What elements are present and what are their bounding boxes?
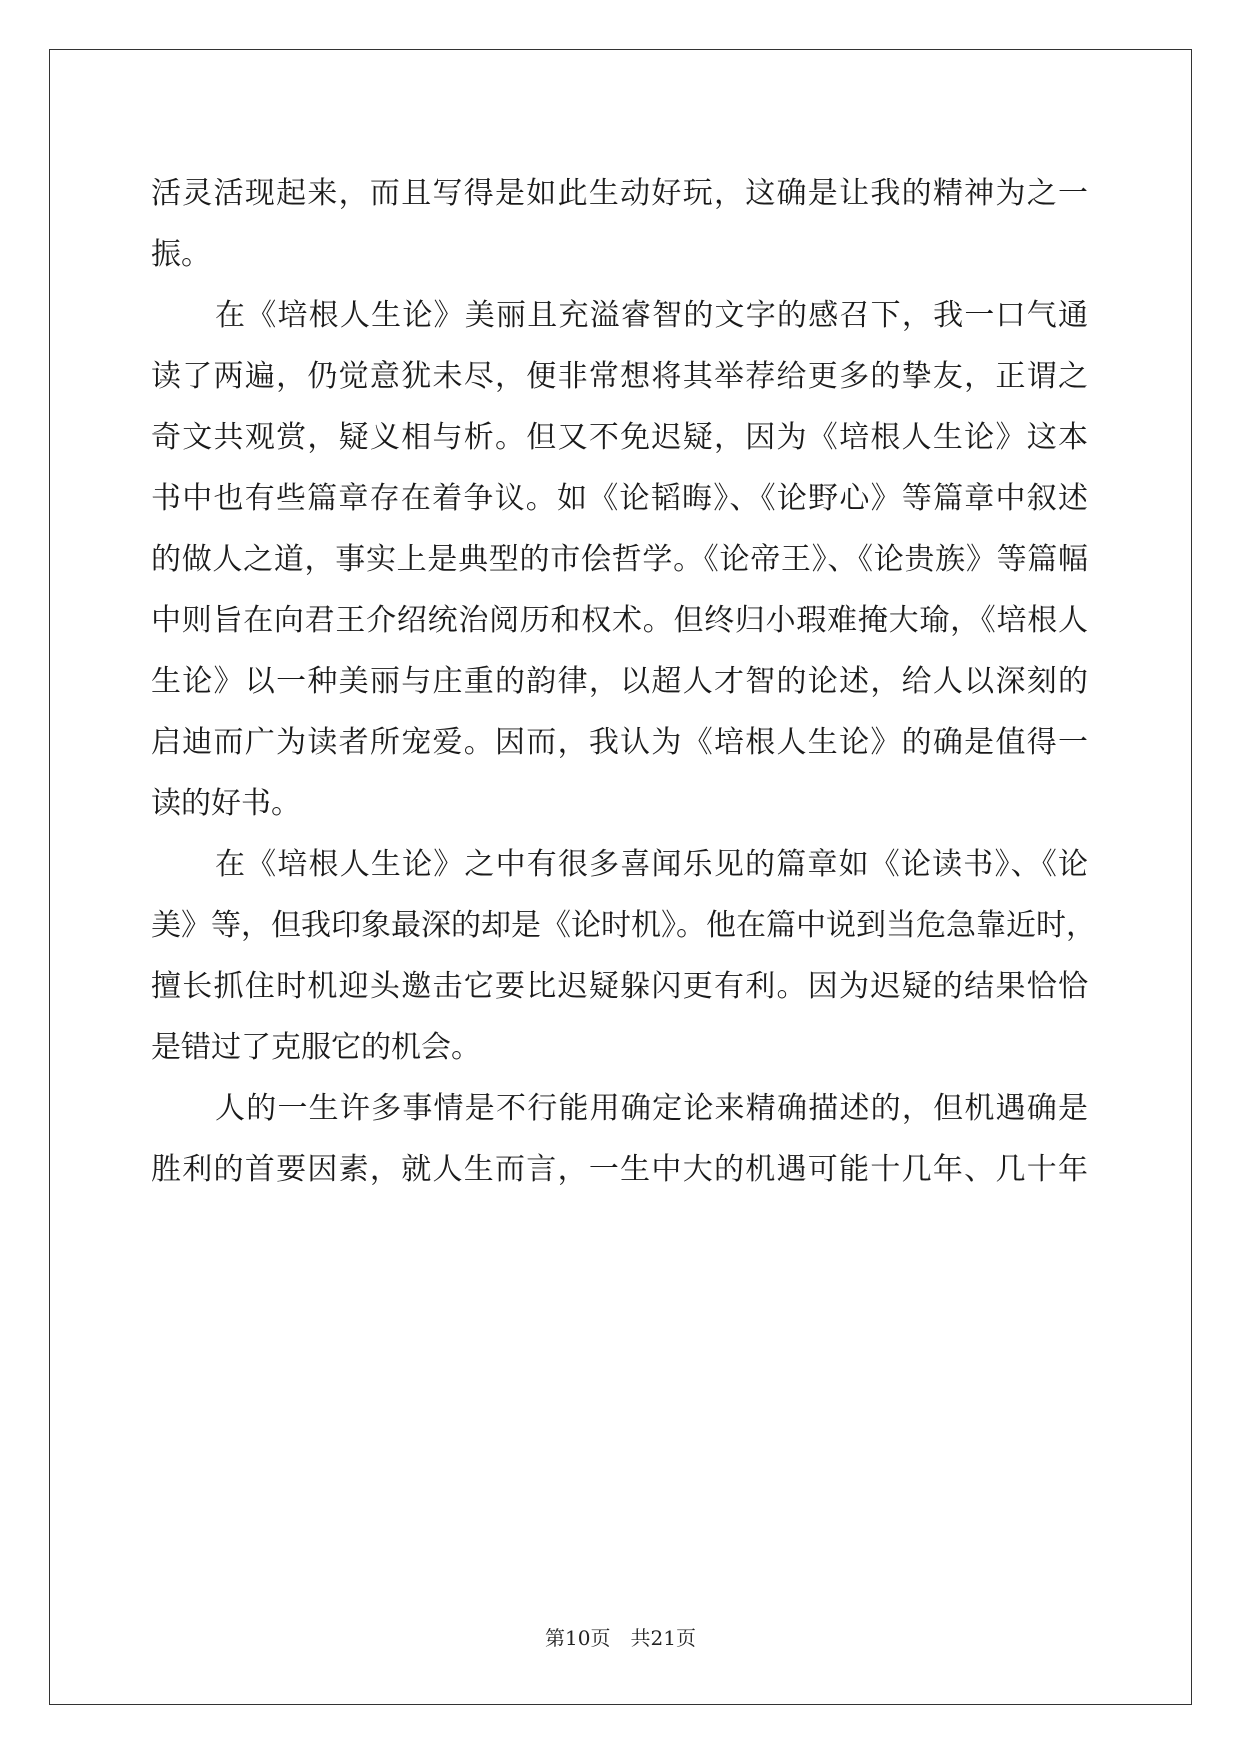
text-line: 擅长抓住时机迎头邀击它要比迟疑躲闪更有利。因为迟疑的结果恰恰 [151, 969, 1088, 1004]
text-line: 奇文共观赏，疑义相与析。但又不免迟疑，因为《培根人生论》这本 [151, 420, 1088, 455]
text-line: 读的好书。 [151, 786, 301, 821]
text-line: 胜利的首要因素，就人生而言，一生中大的机遇可能十几年、几十年 [151, 1152, 1088, 1187]
text-line: 生论》以一种美丽与庄重的韵律，以超人才智的论述，给人以深刻的 [151, 664, 1088, 699]
text-line: 启迪而广为读者所宠爱。因而，我认为《培根人生论》的确是值得一 [151, 725, 1088, 760]
text-line: 中则旨在向君王介绍统治阅历和权术。但终归小瑕难掩大瑜，《培根人 [151, 603, 1088, 638]
text-line: 是错过了克服它的机会。 [151, 1030, 481, 1065]
text-line: 书中也有些篇章存在着争议。如《论韬晦》、《论野心》等篇章中叙述 [151, 481, 1088, 516]
text-line: 在《培根人生论》美丽且充溢睿智的文字的感召下，我一口气通 [215, 298, 1088, 333]
text-line: 在《培根人生论》之中有很多喜闻乐见的篇章如《论读书》、《论 [215, 847, 1088, 882]
text-line: 美》等，但我印象最深的却是《论时机》。他在篇中说到当危急靠近时， [151, 908, 1096, 943]
text-line: 人的一生许多事情是不行能用确定论来精确描述的，但机遇确是 [215, 1091, 1088, 1126]
text-line: 读了两遍，仍觉意犹未尽，便非常想将其举荐给更多的挚友，正谓之 [151, 359, 1088, 394]
text-line: 活灵活现起来，而且写得是如此生动好玩，这确是让我的精神为之一 [151, 176, 1088, 211]
page-total: 共21页 [630, 1626, 696, 1650]
page-footer [0, 1622, 1241, 1651]
text-line: 振。 [151, 237, 211, 272]
document-body [151, 163, 1096, 1200]
text-line: 的做人之道，事实上是典型的市侩哲学。《论帝王》、《论贵族》等篇幅 [151, 542, 1088, 577]
page-number: 第10页 [545, 1626, 611, 1650]
